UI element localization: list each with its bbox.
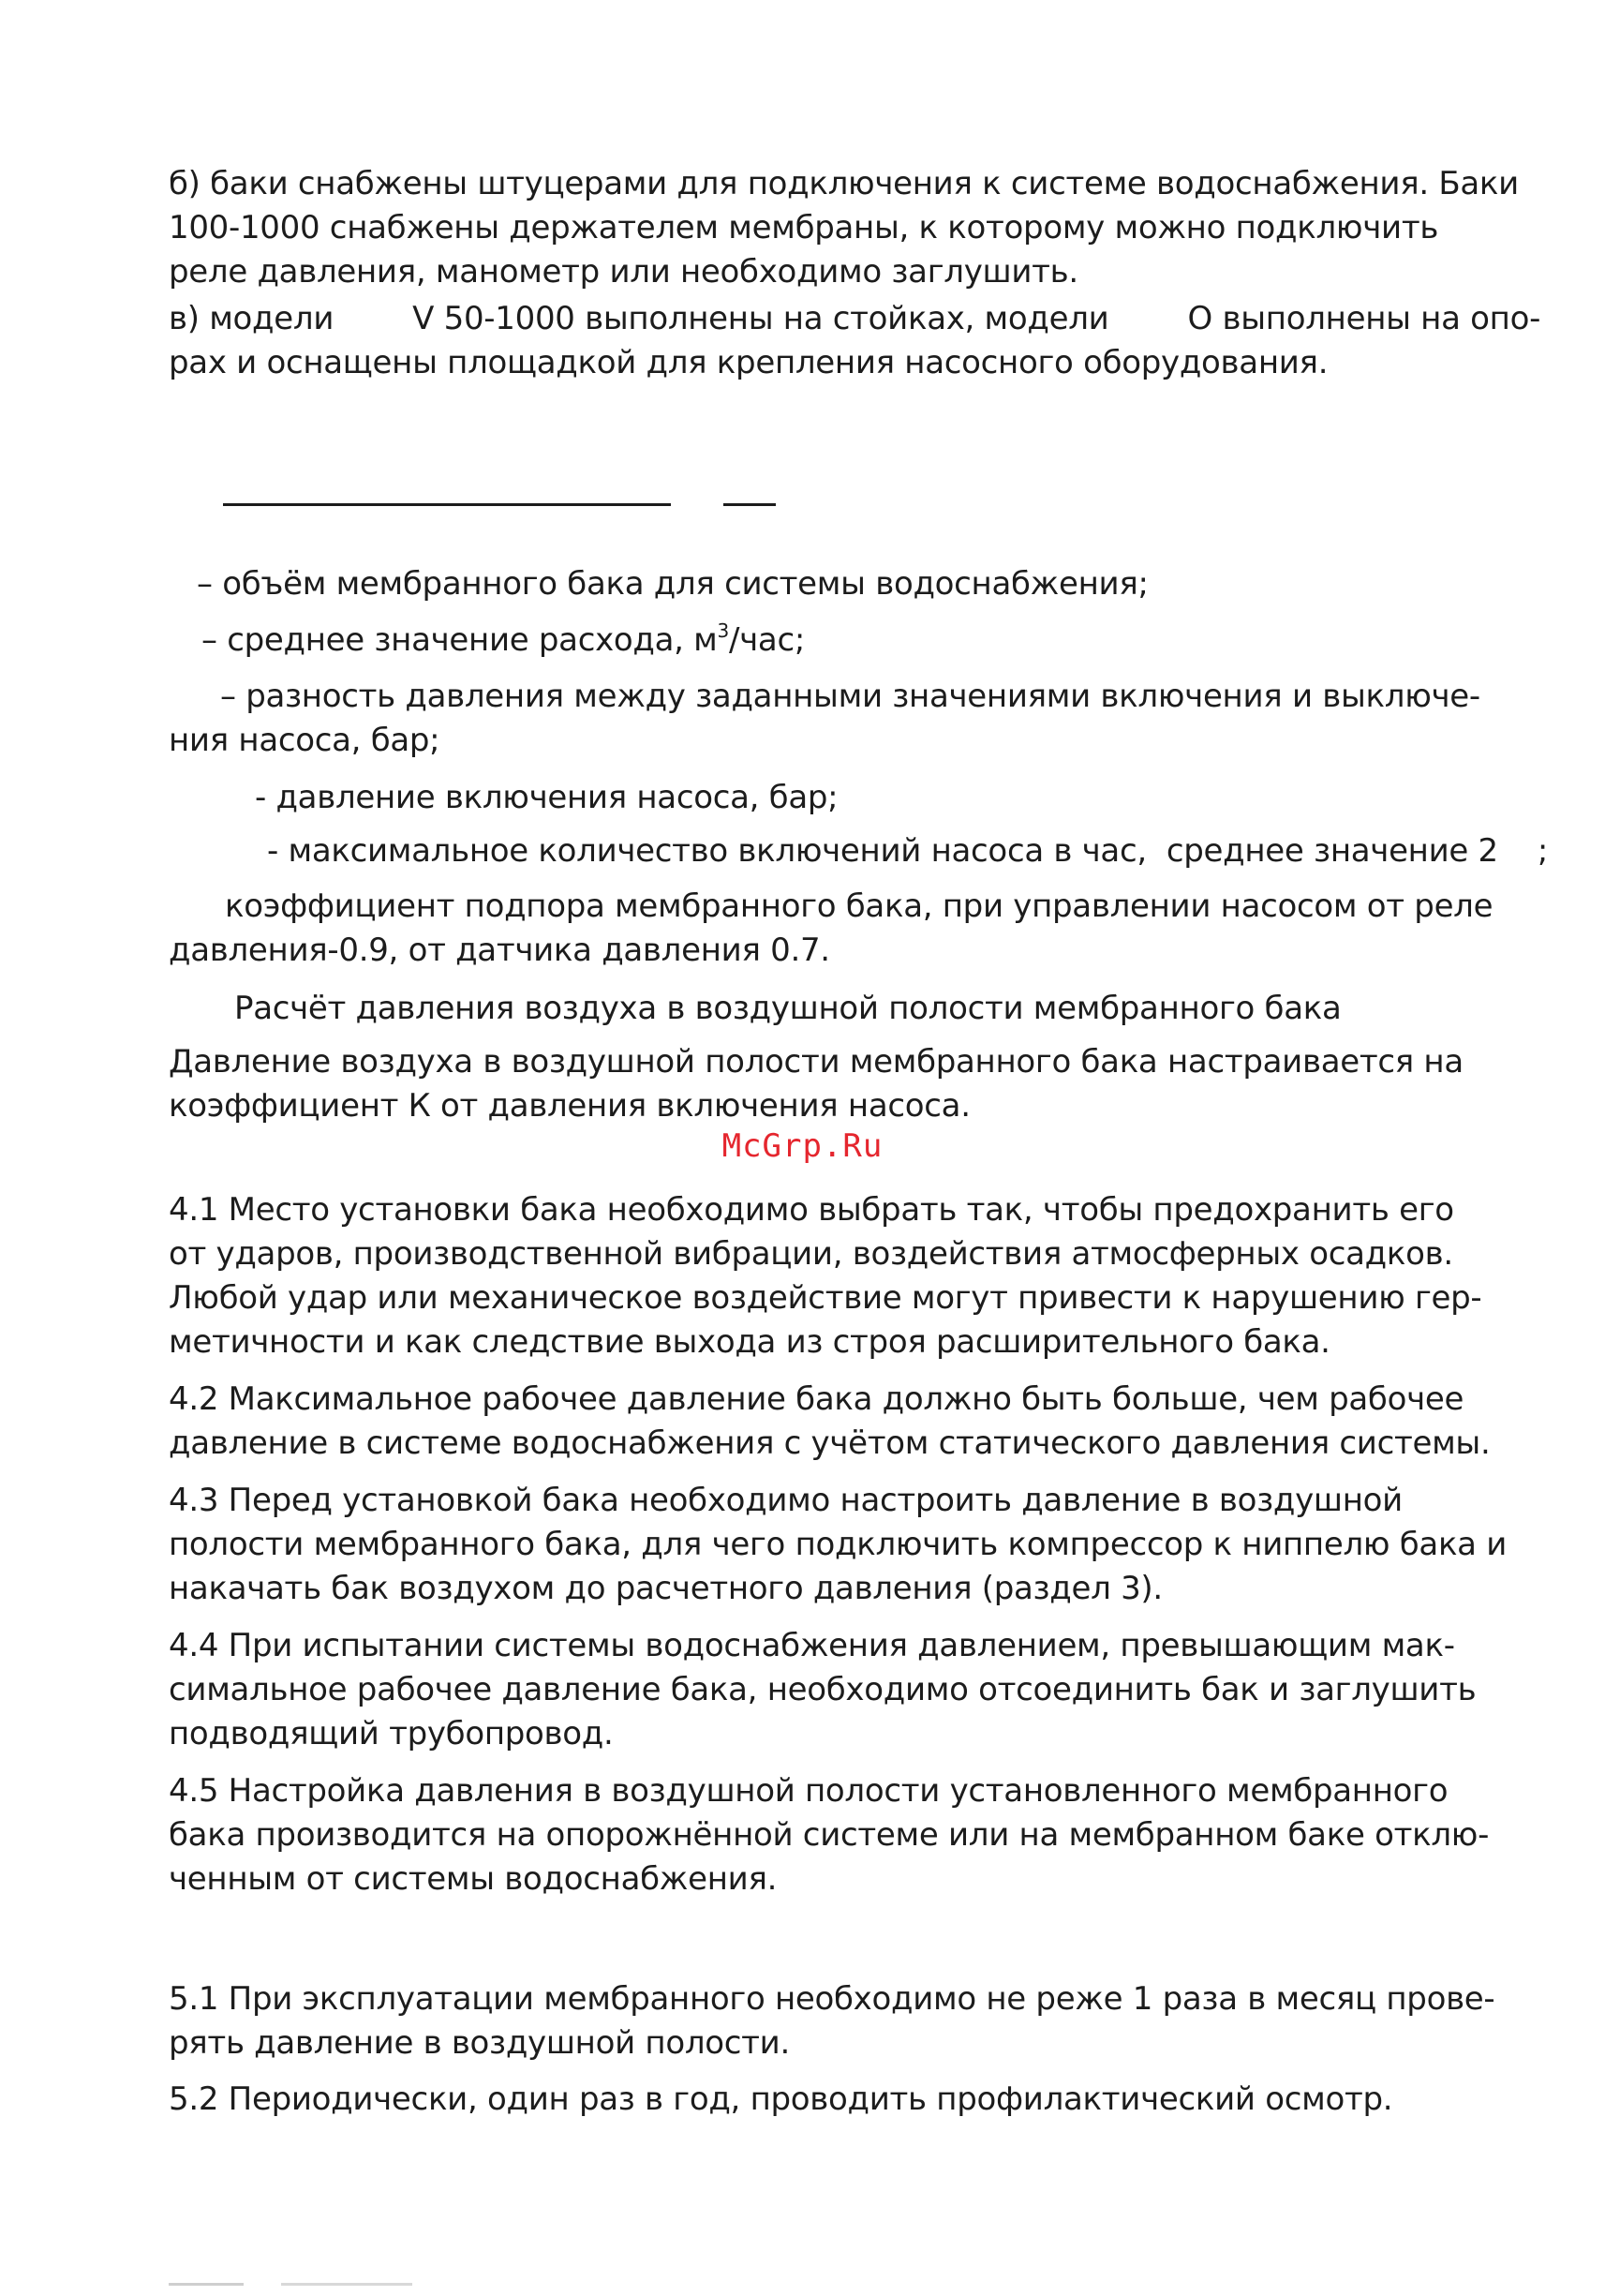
paragraph-5-1: [169, 1977, 1495, 2065]
legend-flow: [201, 619, 1513, 663]
text-line: – объём мембранного бака для системы водоснабжения;: [197, 565, 1149, 603]
text-line: метичности и как следствие выхода из строя расширительного бака.: [169, 1323, 1330, 1361]
text-line: - максимальное количество включений насоса в час, среднее значение 2 ;: [267, 832, 1549, 870]
legend-max-count: [267, 829, 1579, 873]
paragraph-4-5: [169, 1769, 1490, 1901]
text-line: 5.1 При эксплуатации мембранного необходимо не реже 1 раза в месяц прове-: [169, 1980, 1495, 2018]
text-line: бака производится на опорожнённой системе или на мембранном баке отклю-: [169, 1816, 1490, 1854]
paragraph-4-4: [169, 1624, 1480, 1756]
text-line: давление в системе водоснабжения с учётом статического давления системы.: [169, 1424, 1491, 1462]
text-line: 4.4 При испытании системы водоснабжения давлением, превышающим мак-: [169, 1627, 1455, 1664]
text-line: симальное рабочее давление бака, необходимо отсоединить бак и заглушить: [169, 1671, 1477, 1708]
text-line: рять давление в воздушной полости.: [169, 2024, 790, 2062]
text-line: коэффициент К от давления включения насоса.: [169, 1087, 971, 1125]
superscript: 3: [717, 619, 729, 642]
text-line: Давление воздуха в воздушной полости мембранного бака настраивается на: [169, 1043, 1464, 1081]
flow-text: – среднее значение расхода, м: [201, 621, 718, 659]
text-line: полости мембранного бака, для чего подключить компрессор к ниппелю бака и: [169, 1526, 1508, 1563]
section-heading: Расчёт давления воздуха в воздушной полости мембранного бака: [234, 990, 1342, 1027]
text-line: – разность давления между заданными значениями включения и выключе-: [220, 678, 1480, 715]
flow-unit: /час;: [728, 621, 805, 659]
text-line: ния насоса, бар;: [169, 722, 440, 759]
footer-mark: [169, 2283, 244, 2286]
formula-fraction-line: [223, 503, 671, 506]
paragraph-4-1: [169, 1188, 1480, 1364]
paragraph-v: [169, 297, 1541, 385]
text-line: 4.1 Место установки бака необходимо выбрать так, чтобы предохранить его: [169, 1191, 1454, 1229]
text-line: Любой удар или механическое воздействие могут привести к нарушению гер-: [169, 1279, 1482, 1317]
legend-pressure-difference: [169, 675, 1480, 763]
text-line: 4.5 Настройка давления в воздушной полости установленного мембранного: [169, 1772, 1449, 1810]
text-line: накачать бак воздухом до расчетного давления (раздел 3).: [169, 1570, 1163, 1607]
air-pressure-title: [234, 987, 1546, 1031]
legend-coefficient: [169, 885, 1494, 973]
legend-on-pressure: [255, 776, 1567, 820]
text-line: 4.3 Перед установкой бака необходимо настроить давление в воздушной: [169, 1482, 1403, 1519]
text-line: 5.2 Периодически, один раз в год, проводить профилактический осмотр.: [169, 2080, 1393, 2118]
text-line: 4.2 Максимальное рабочее давление бака должно быть больше, чем рабочее: [169, 1380, 1464, 1418]
text-line: от ударов, производственной вибрации, воздействия атмосферных осадков.: [169, 1235, 1453, 1273]
footer-mark: [281, 2283, 412, 2286]
paragraph-5-2: [169, 2078, 1480, 2122]
text-line: 100-1000 снабжены держателем мембраны, к которому можно подключить: [169, 209, 1439, 246]
paragraph-b: [169, 162, 1519, 294]
text-line: в) модели V 50-1000 выполнены на стойках, модели O выполнены на опо-: [169, 300, 1541, 337]
text-line: давления-0.9, от датчика давления 0.7.: [169, 932, 830, 969]
paragraph-4-3: [169, 1479, 1508, 1611]
text-line: - давление включения насоса, бар;: [255, 779, 839, 816]
watermark: McGrp.Ru: [721, 1127, 884, 1165]
paragraph-4-2: [169, 1378, 1491, 1466]
text-line: рах и оснащены площадкой для крепления насосного оборудования.: [169, 344, 1329, 381]
text-line: подводящий трубопровод.: [169, 1715, 614, 1752]
text-line: б) баки снабжены штуцерами для подключения к системе водоснабжения. Баки: [169, 165, 1519, 202]
text-line: ченным от системы водоснабжения.: [169, 1860, 778, 1898]
text-line: реле давления, манометр или необходимо заглушить.: [169, 253, 1078, 291]
legend-volume: [197, 562, 1508, 606]
formula-fraction-line-short: [723, 503, 776, 506]
text-line: коэффициент подпора мембранного бака, при управлении насосом от реле: [225, 887, 1494, 925]
air-pressure-paragraph: [169, 1040, 1480, 1128]
text-line: [201, 619, 1513, 663]
